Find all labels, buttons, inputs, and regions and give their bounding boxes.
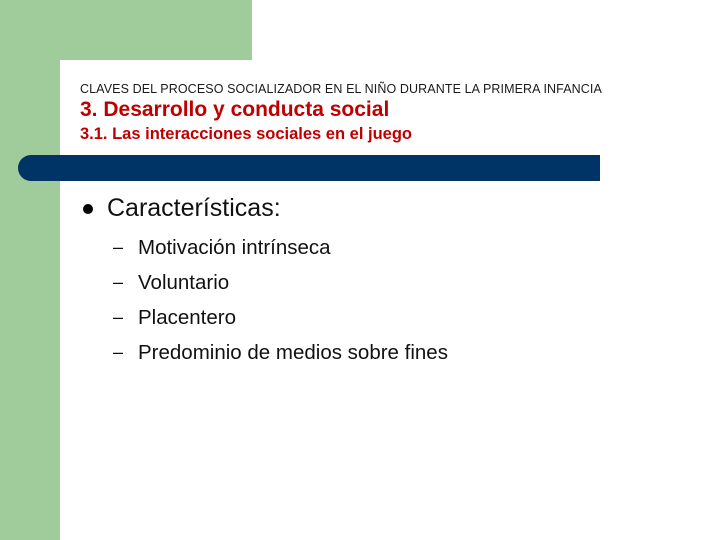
list-item-text: Voluntario: [138, 270, 230, 294]
slide-subtitle: 3.1. Las interacciones sociales en el juego: [80, 125, 412, 143]
main-bullet: [80, 194, 281, 223]
dash-icon: –: [113, 272, 124, 292]
list-item: [113, 335, 448, 370]
slide-title: 3. Desarrollo y conducta social: [80, 98, 390, 121]
decorative-green-band-left: [0, 0, 60, 540]
list-item: [113, 265, 448, 300]
main-bullet-text: Características:: [107, 194, 281, 222]
list-item-text: Predominio de medios sobre fines: [138, 340, 448, 364]
dash-icon: –: [113, 237, 124, 257]
list-item-text: Motivación intrínseca: [138, 235, 331, 259]
dash-icon: –: [113, 307, 124, 327]
decorative-green-band-top: [0, 0, 252, 60]
list-item: [113, 230, 448, 265]
bullet-dot-icon: [83, 204, 93, 214]
dash-icon: –: [113, 342, 124, 362]
characteristics-list: [113, 230, 448, 370]
title-divider-bar: [18, 155, 600, 181]
list-item: [113, 300, 448, 335]
slide-header: CLAVES DEL PROCESO SOCIALIZADOR EN EL NIÑO DURANTE LA PRIMERA INFANCIA: [80, 82, 602, 96]
list-item-text: Placentero: [138, 305, 237, 329]
